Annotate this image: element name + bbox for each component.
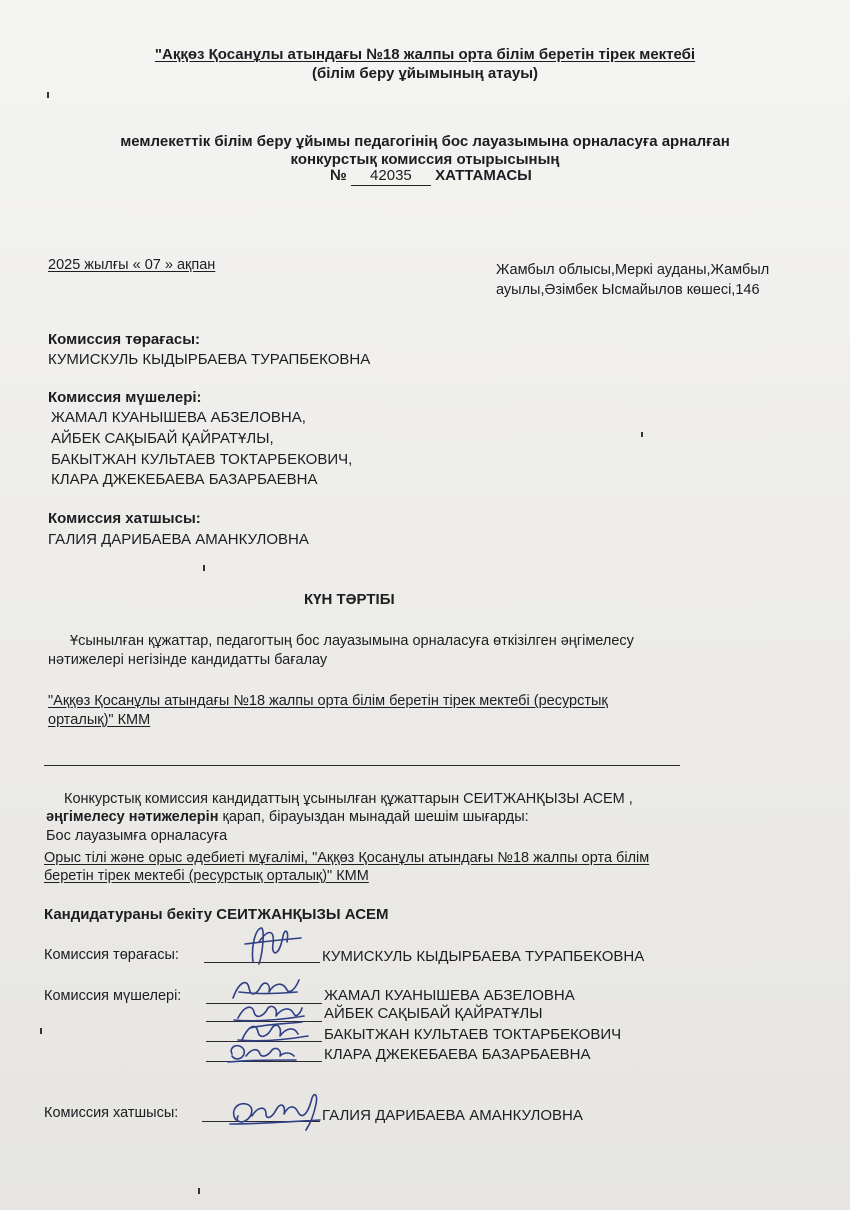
agenda-line-2: нәтижелері негізінде кандидатты бағалау [48,652,328,668]
location-line-2: ауылы,Әзімбек Ысмайылов көшесі,146 [496,282,760,298]
title-line-2: конкурстық комиссия отырысының [290,151,560,168]
agenda-line-1: Ұсынылған құжаттар, педагогтың бос лауазымына орналасуға өткізілген әңгімелесу [70,633,634,649]
scan-speck [40,1028,42,1034]
chair-label: Комиссия төрағасы: [48,331,201,348]
secretary-name: ГАЛИЯ ДАРИБАЕВА АМАНКУЛОВНА [48,531,309,548]
approve-candidate: Кандидатураны бекіту СЕИТЖАНҚЫЗЫ АСЕМ [44,906,389,923]
member-name-1: ЖАМАЛ КУАНЫШЕВА АБЗЕЛОВНА, [51,409,306,426]
secretary-label: Комиссия хатшысы: [48,510,201,527]
chair-signature-icon [235,922,305,970]
decision-line-2 [46,808,529,826]
sig-member-name-3: БАКЫТЖАН КУЛЬТАЕВ ТОКТАРБЕКОВИЧ [324,1026,622,1043]
position-line-1: Орыс тілі және орыс әдебиеті мұғалімі, "Аққөз Қосанұлы атындағы №18 жалпы орта білім [44,850,650,866]
sig-member-name-1: ЖАМАЛ КУАНЫШЕВА АБЗЕЛОВНА [324,987,575,1004]
secretary-signature-icon [222,1084,326,1136]
scan-speck [198,1188,200,1194]
sig-chair-name: КУМИСКУЛЬ КЫДЫРБАЕВА ТУРАПБЕКОВНА [322,948,645,965]
sig-member-name-2: АЙБЕК САҚЫБАЙ ҚАЙРАТҰЛЫ [324,1005,543,1022]
protocol-word: ХАТТАМАСЫ [435,167,532,184]
chair-name: КУМИСКУЛЬ КЫДЫРБАЕВА ТУРАПБЕКОВНА [48,351,371,368]
org-caption: (білім беру ұйымының атауы) [311,65,539,82]
sig-member-name-4: КЛАРА ДЖЕКЕБАЕВА БАЗАРБАЕВНА [324,1046,591,1063]
sig-secretary-label: Комиссия хатшысы: [44,1105,179,1121]
scan-speck [203,565,205,571]
sig-members-label: Комиссия мүшелері: [44,988,182,1004]
agenda-org-line-1: "Аққөз Қосанұлы атындағы №18 жалпы орта білім беретін тірек мектебі (ресурстық [48,693,608,709]
decision-line-1: Конкурстық комиссия кандидаттың ұсынылған құжаттарын СЕИТЖАНҚЫЗЫ АСЕМ , [64,791,633,807]
position-line-2: беретін тірек мектебі (ресурстық орталық)" КММ [44,868,369,884]
blank-line [44,765,680,766]
protocol-line [330,167,532,186]
members-label: Комиссия мүшелері: [48,389,202,406]
protocol-number: 42035 [351,167,431,186]
org-name: "Аққөз Қосанұлы атындағы №18 жалпы орта білім беретін тірек мектебі [154,46,696,63]
member-4-signature-icon [222,1038,300,1066]
scan-speck [47,92,49,98]
agenda-org-line-2: орталық)" КММ [48,712,151,728]
protocol-date: 2025 жылғы « 07 » ақпан [48,257,216,273]
decision-line-2-bold: әңгімелесу нәтижелерін [46,809,219,825]
title-line-1: мемлекеттік білім беру ұйымы педагогінің бос лауазымына орналасуға арналған [120,133,730,150]
sig-secretary-name: ГАЛИЯ ДАРИБАЕВА АМАНКУЛОВНА [322,1107,583,1124]
decision-line-3: Бос лауазымға орналасуға [46,828,228,844]
location-line-1: Жамбыл облысы,Меркі ауданы,Жамбыл [496,262,770,278]
sig-chair-label: Комиссия төрағасы: [44,947,179,963]
protocol-prefix: № [330,167,347,184]
scan-speck [641,432,643,437]
member-name-2: АЙБЕК САҚЫБАЙ ҚАЙРАТҰЛЫ, [51,430,274,447]
decision-line-2-rest: қарап, бірауыздан мынадай шешім шығарды: [218,809,529,825]
member-name-4: КЛАРА ДЖЕКЕБАЕВА БАЗАРБАЕВНА [51,471,318,488]
agenda-heading: КҮН ТӘРТІБІ [304,591,395,608]
member-name-3: БАКЫТЖАН КУЛЬТАЕВ ТОКТАРБЕКОВИЧ, [51,451,353,468]
